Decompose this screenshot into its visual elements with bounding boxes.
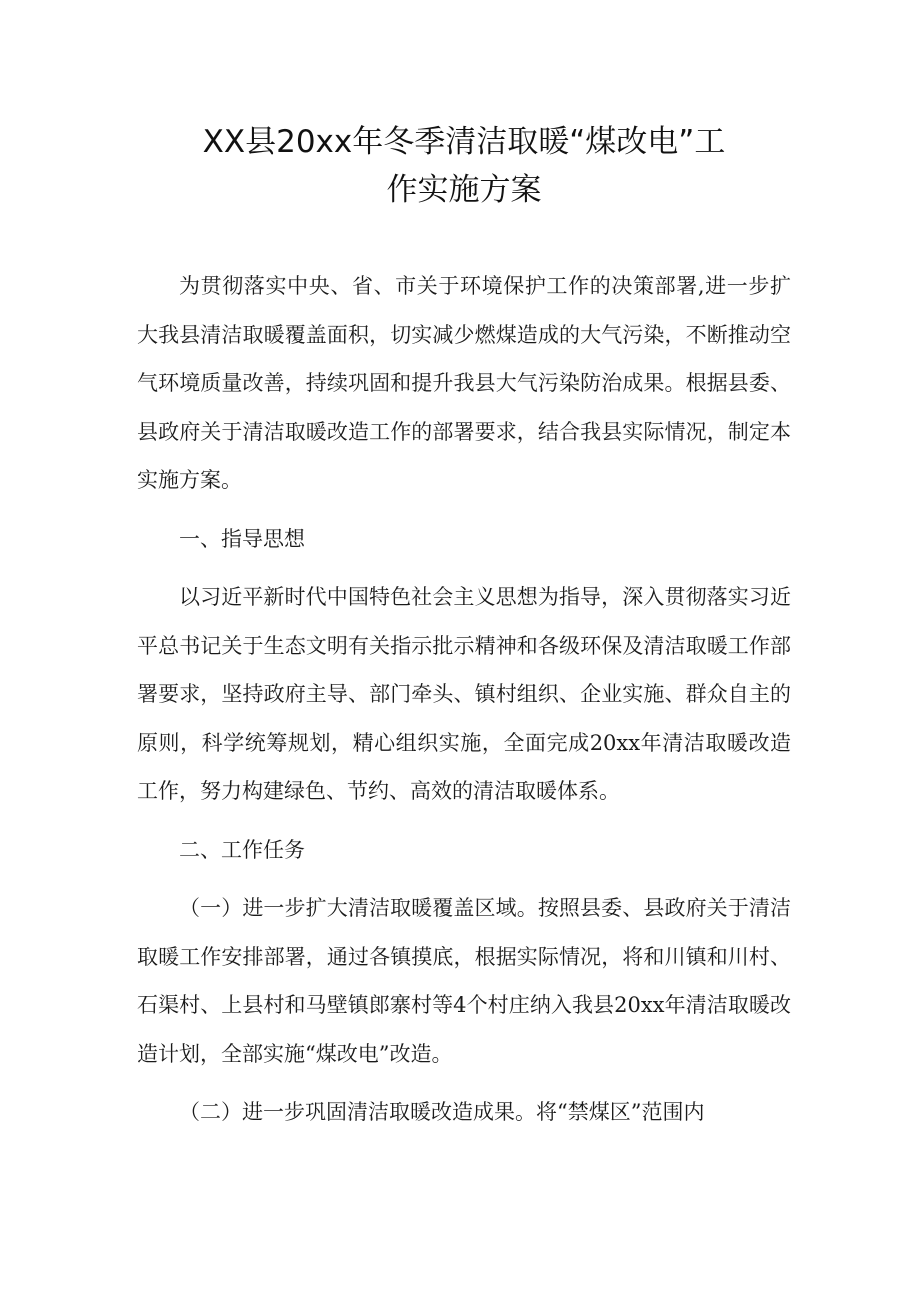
task-2-paragraph: （二）进一步巩固清洁取暖改造成果。将“禁煤区”范围内 xyxy=(179,1100,705,1124)
spacer xyxy=(137,816,791,826)
document-body xyxy=(137,262,791,1137)
section-heading-guiding-ideology: 一、指导思想 xyxy=(179,526,305,551)
section-heading-work-tasks: 二、工作任务 xyxy=(179,837,305,862)
task-1-paragraph: （一）进一步扩大清洁取暖覆盖区域。按照县委、县政府关于清洁取暖工作安排部署，通过各镇摸底，根据实际情况，将和川镇和川村、石渠村、上县村和马壁镇郎寨村等4个村庄纳入我县20xx年清洁取暖改造计划，全部实施“煤改电”改造。 xyxy=(137,896,791,1066)
spacer xyxy=(137,505,791,515)
document-title xyxy=(137,118,791,214)
spacer xyxy=(137,1078,791,1088)
guiding-ideology-paragraph: 以习近平新时代中国特色社会主义思想为指导，深入贯彻落实习近平总书记关于生态文明有关指示批示精神和各级环保及清洁取暖工作部署要求，坚持政府主导、部门牵头、镇村组织、企业实施、群众自主的原则，科学统筹规划，精心组织实施，全面完成20xx年清洁取暖改造工作，努力构建绿色、节约、高效的清洁取暖体系。 xyxy=(137,585,791,803)
intro-paragraph: 为贯彻落实中央、省、市关于环境保护工作的决策部署,进一步扩大我县清洁取暖覆盖面积，切实减少燃煤造成的大气污染，不断推动空气环境质量改善，持续巩固和提升我县大气污染防治成果。根据县委、县政府关于清洁取暖改造工作的部署要求，结合我县实际情况，制定本实施方案。 xyxy=(137,274,791,492)
title-line-2: 作实施方案 xyxy=(386,172,542,208)
spacer xyxy=(137,563,791,573)
spacer xyxy=(137,874,791,884)
title-line-1: XX县20xx年冬季清洁取暖“煤改电”工 xyxy=(202,124,726,160)
